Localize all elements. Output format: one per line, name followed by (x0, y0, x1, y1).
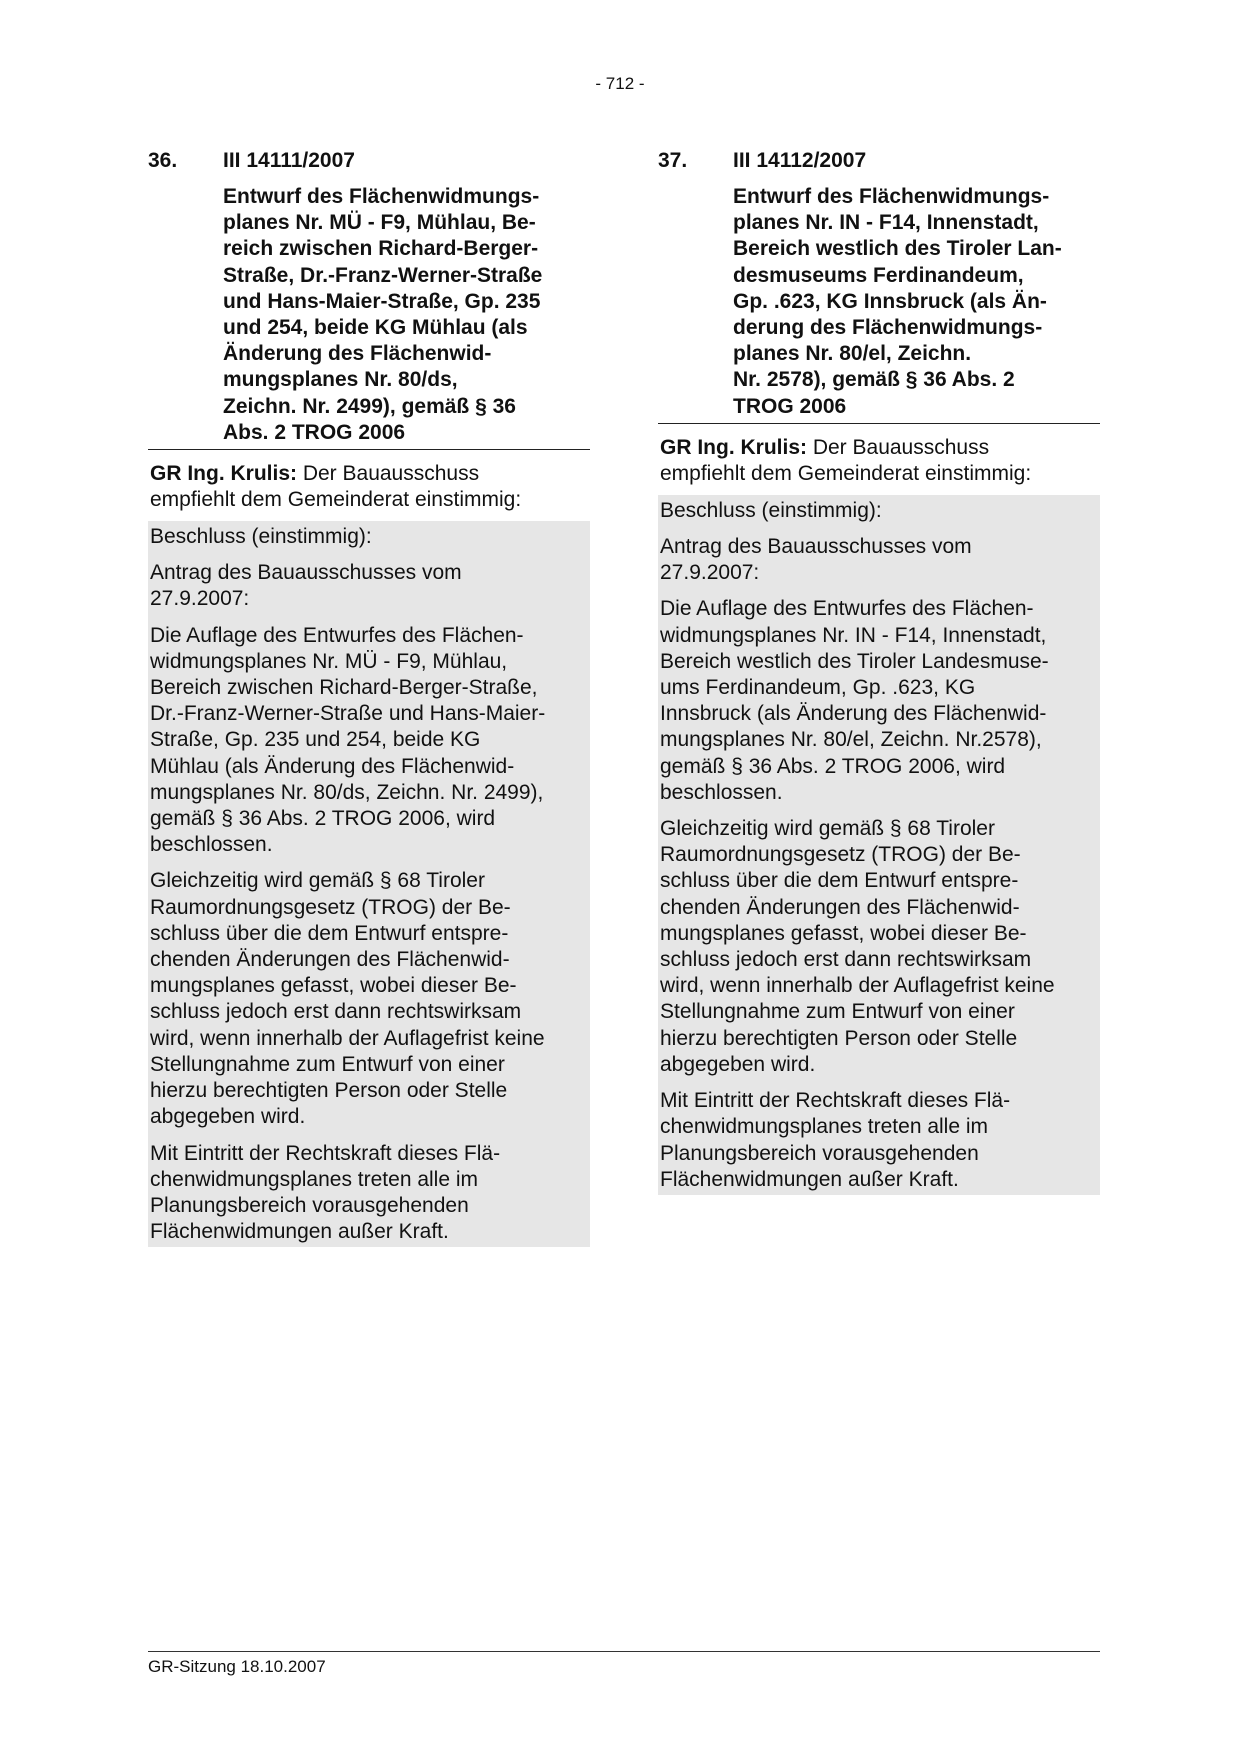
item-header (148, 148, 590, 450)
item-title: Entwurf des Flächenwidmungs- planes Nr. MÜ - F9, Mühlau, Be- reich zwischen Richard-Berger- Straße, Dr.-Franz-Werner-Straße und Hans-Maier-Straße, Gp. 235 und 254, beide KG Mühlau (als Änderung des Flächenwid- mungsplanes Nr. 80/ds, Zeichn. Nr. 2499), gemäß § 36 Abs. 2 TROG 2006 (223, 185, 543, 444)
footer-divider (148, 1651, 1100, 1652)
speaker-paragraph (150, 461, 588, 513)
item-title: Entwurf des Flächenwidmungs- planes Nr. IN - F14, Innenstadt, Bereich westlich des Tiroler Lan- desmuseums Ferdinandeum, Gp. .623, KG Innsbruck (als Än- derung des Flächenwidmungs- planes Nr. 80/el, Zeichn. Nr. 2578), gemäß § 36 Abs. 2 TROG 2006 (733, 185, 1062, 418)
resolution-paragraph: Die Auflage des Entwurfes des Flächen- widmungsplanes Nr. MÜ - F9, Mühlau, Bereich zwischen Richard-Berger-Straße, Dr.-Franz-Werner-Straße und Hans-Maier- Straße, Gp. 235 und 254, beide KG Mühlau (als Änderung des Flächenwid- mungsplanes Nr. 80/ds, Zeichn. Nr. 2499), gemäß § 36 Abs. 2 TROG 2006, wird beschlossen. (150, 623, 546, 857)
speaker-name: GR Ing. Krulis: (150, 462, 297, 486)
item-reference: III 14111/2007 (223, 149, 355, 172)
page-number: - 712 - (595, 74, 645, 93)
item-number-line (658, 148, 1100, 174)
resolution-paragraph: Die Auflage des Entwurfes des Flächen- widmungsplanes Nr. IN - F14, Innenstadt, Bereich westlich des Tiroler Landesmuse- ums Ferdinandeum, Gp. .623, KG Innsbruck (als Änderung des Flächenwid- mungsplanes Nr. 80/el, Zeichn. Nr.2578), gemäß § 36 Abs. 2 TROG 2006, wird beschlossen. (660, 597, 1049, 804)
item-number-line (148, 148, 590, 174)
resolution-paragraph: Gleichzeitig wird gemäß § 68 Tiroler Raumordnungsgesetz (TROG) der Be- schluss über die dem Entwurf entspre- chenden Änderungen des Flächenwid- mungsplanes gefasst, wobei dieser Be- schluss jedoch erst dann rechtswirksam wird, wenn innerhalb der Auflagefrist keine Stellungnahme zum Entwurf von einer hierzu berechtigten Person oder Stelle abgegeben wird. (660, 817, 1055, 1076)
agenda-item-36 (148, 148, 590, 1247)
speaker-text: Der Bauausschuss empfiehlt dem Gemeinderat einstimmig: (150, 462, 522, 512)
resolution-paragraph: Mit Eintritt der Rechtskraft dieses Flä- chenwidmungsplanes treten alle im Planungsbereich vorausgehenden Flächenwidmungen außer Kraft. (660, 1089, 1011, 1191)
item-number: 37. (658, 149, 688, 172)
speaker-text: Der Bauausschuss empfiehlt dem Gemeinderat einstimmig: (660, 435, 1032, 485)
resolution-paragraph: Gleichzeitig wird gemäß § 68 Tiroler Raumordnungsgesetz (TROG) der Be- schluss über die dem Entwurf entspre- chenden Änderungen des Flächenwid- mungsplanes gefasst, wobei dieser Be- schluss jedoch erst dann rechtswirksam wird, wenn innerhalb der Auflagefrist keine Stellungnahme zum Entwurf von einer hierzu berechtigten Person oder Stelle abgegeben wird. (150, 869, 545, 1129)
resolution-box (148, 521, 590, 1247)
speaker-paragraph (660, 435, 1098, 487)
resolution-box (658, 495, 1100, 1195)
item-header (658, 148, 1100, 424)
item-number: 36. (148, 149, 178, 172)
resolution-paragraph: Mit Eintritt der Rechtskraft dieses Flä- chenwidmungsplanes treten alle im Planungsbereich vorausgehenden Flächenwidmungen außer Kraft. (150, 1141, 501, 1244)
resolution-heading: Beschluss (einstimmig): (150, 525, 372, 549)
resolution-paragraph: Antrag des Bauausschusses vom 27.9.2007: (150, 561, 462, 611)
resolution-paragraph: Antrag des Bauausschusses vom 27.9.2007: (660, 535, 972, 585)
footer-text: GR-Sitzung 18.10.2007 (148, 1657, 326, 1676)
agenda-item-37 (658, 148, 1100, 1195)
resolution-heading: Beschluss (einstimmig): (660, 498, 882, 522)
item-reference: III 14112/2007 (733, 149, 867, 172)
speaker-name: GR Ing. Krulis: (660, 435, 807, 459)
